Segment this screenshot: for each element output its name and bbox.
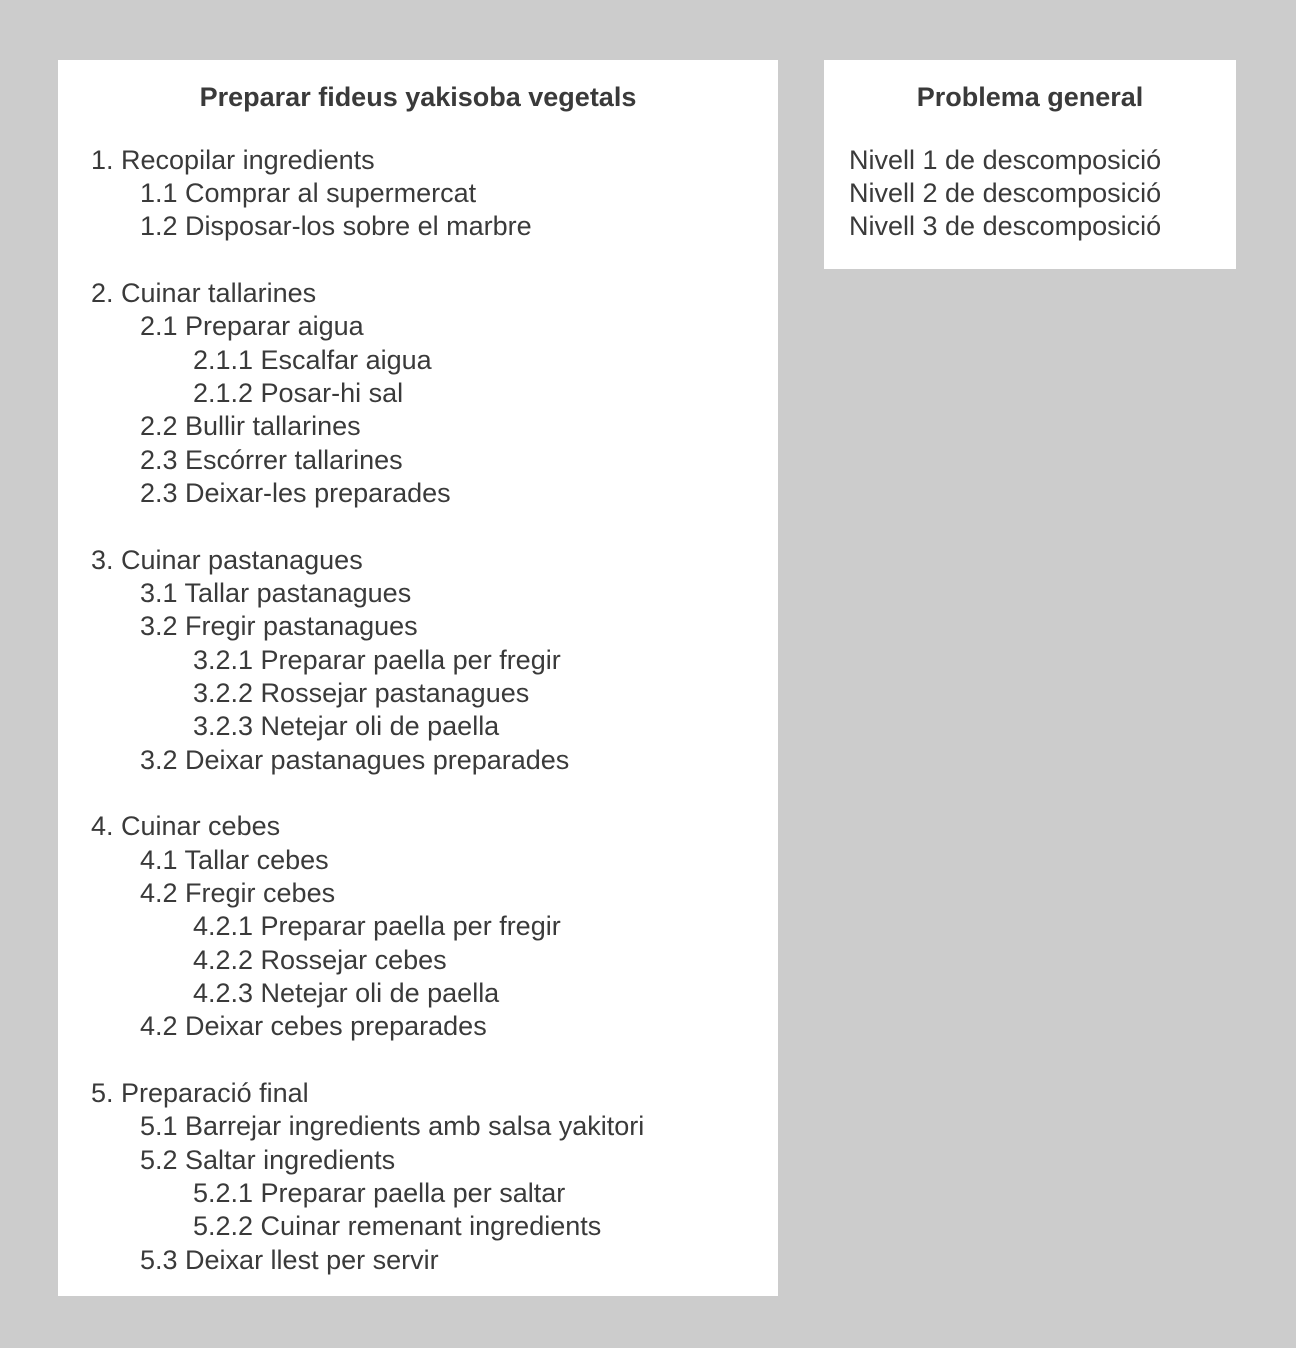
step-level-3: 2.1.2 Posar-hi sal (193, 378, 404, 408)
step-level-2: 5.3 Deixar llest per servir (140, 1245, 439, 1275)
step-level-2: 4.2 Deixar cebes preparades (140, 1011, 487, 1041)
step-level-2: 5.1 Barrejar ingredients amb salsa yakitori (140, 1111, 645, 1141)
step-level-2: 2.3 Escórrer tallarines (140, 445, 403, 475)
step-level-2: 2.2 Bullir tallarines (140, 411, 361, 441)
step-level-3: 3.2.3 Netejar oli de paella (193, 711, 500, 741)
legend-level-1: Nivell 1 de descomposició (849, 145, 1162, 175)
section-heading: 4. Cuinar cebes (91, 811, 281, 841)
step-level-3: 3.2.2 Rossejar pastanagues (193, 678, 530, 708)
recipe-title: Preparar fideus yakisoba vegetals (199, 82, 637, 112)
step-level-3: 2.1.1 Escalfar aigua (193, 345, 432, 375)
step-level-2: 1.2 Disposar-los sobre el marbre (140, 211, 532, 241)
step-level-2: 3.1 Tallar pastanagues (140, 578, 412, 608)
step-level-2: 4.1 Tallar cebes (140, 845, 329, 875)
step-level-3: 5.2.2 Cuinar remenant ingredients (193, 1211, 602, 1241)
step-level-2: 3.2 Fregir pastanagues (140, 611, 418, 641)
step-level-2: 1.1 Comprar al supermercat (140, 178, 477, 208)
section-heading: 2. Cuinar tallarines (91, 278, 317, 308)
step-level-2: 3.2 Deixar pastanagues preparades (140, 745, 570, 775)
step-level-2: 2.1 Preparar aigua (140, 311, 364, 341)
section-heading: 5. Preparació final (91, 1078, 309, 1108)
step-level-3: 3.2.1 Preparar paella per fregir (193, 645, 561, 675)
step-level-3: 4.2.3 Netejar oli de paella (193, 978, 500, 1008)
section-heading: 1. Recopilar ingredients (91, 145, 375, 175)
step-level-3: 4.2.1 Preparar paella per fregir (193, 911, 561, 941)
legend-title: Problema general (916, 82, 1144, 112)
legend-level-2: Nivell 2 de descomposició (849, 178, 1162, 208)
step-level-3: 4.2.2 Rossejar cebes (193, 945, 447, 975)
section-heading: 3. Cuinar pastanagues (91, 545, 363, 575)
step-level-3: 5.2.1 Preparar paella per saltar (193, 1178, 566, 1208)
step-level-2: 5.2 Saltar ingredients (140, 1145, 396, 1175)
step-level-2: 4.2 Fregir cebes (140, 878, 336, 908)
legend-level-3: Nivell 3 de descomposició (849, 211, 1162, 241)
recipe-panel (58, 60, 778, 1296)
step-level-2: 2.3 Deixar-les preparades (140, 478, 451, 508)
legend-panel (824, 60, 1236, 269)
